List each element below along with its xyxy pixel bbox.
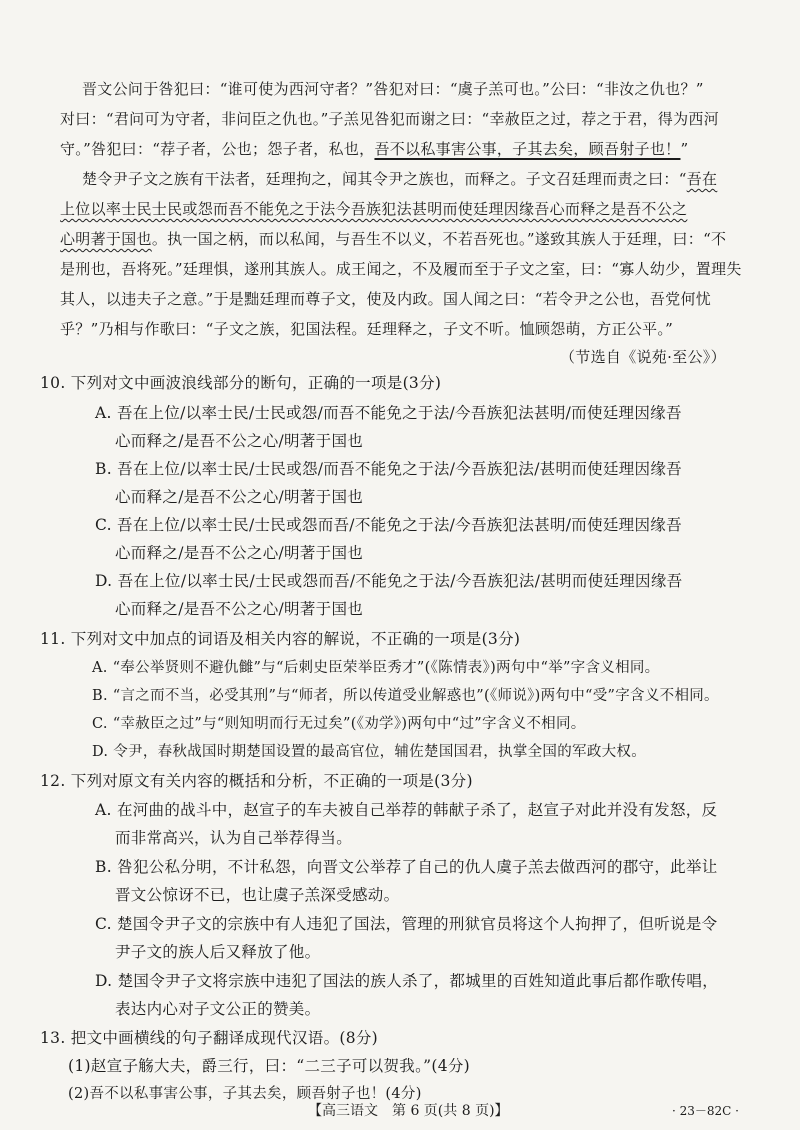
passage-text: 守。”咎犯曰：“荐子者，公也；怨子者，私也， — [60, 140, 375, 158]
q11-option-b: B. “言之而不当，必受其刑”与“师者，所以传道受业解惑也”(《师说》)两句中“受”字含义不相同。 — [92, 688, 719, 704]
q10-option-c-cont: 心而释之/是吾不公之心/明著于国也 — [115, 544, 364, 562]
passage-source: （节选自《说苑·至公》） — [560, 348, 726, 366]
q10-stem: 10. 下列对文中画波浪线部分的断句，正确的一项是(3分) — [40, 374, 442, 392]
passage-p1-line1: 晋文公问于咎犯曰：“谁可使为西河守者？”咎犯对曰：“虞子羔可也。”公曰：“非汝之仇也？” — [82, 80, 704, 98]
q12-stem: 12. 下列对原文有关内容的概括和分析，不正确的一项是(3分) — [40, 772, 473, 790]
q13-sentence-1: (1)赵宣子觞大夫，爵三行，曰：“二三子可以贺我。”(4分) — [68, 1057, 471, 1075]
passage-p2-line3 — [60, 228, 726, 250]
q10-option-b-cont: 心而释之/是吾不公之心/明著于国也 — [115, 488, 364, 506]
q12-option-a-cont: 而非常高兴，认为自己举荐得当。 — [115, 829, 353, 847]
passage-p2-line4: 是刑也，吾将死。”廷理惧，遂刑其族人。成王闻之，不及履而至于子文之室，曰：“寡人幼少，置理失 — [60, 260, 742, 278]
passage-p1-line2: 对曰：“君问可为守者，非问臣之仇也。”子羔见咎犯而谢之曰：“幸赦臣之过，荐之于君，得为西河 — [60, 110, 720, 128]
q12-option-c-cont: 尹子文的族人后又释放了他。 — [115, 943, 321, 961]
q12-option-c: C. 楚国令尹子文的宗族中有人违犯了国法，管理的刑狱官员将这个人拘押了，但听说是令 — [95, 915, 718, 933]
q10-option-c: C. 吾在上位/以率士民/士民或怨而吾/不能免之于法/今吾族犯法甚明/而使廷理因缘吾 — [95, 516, 682, 534]
exam-code: · 23－82C · — [672, 1104, 739, 1118]
passage-text: 楚令尹子文之族有干法者，廷理拘之，闻其令尹之族也，而释之。子文召廷理而责之曰：“ — [82, 170, 687, 188]
q12-option-d-cont: 表达内心对子文公正的赞美。 — [115, 1000, 321, 1018]
passage-p1-line3 — [60, 138, 688, 160]
q11-option-c: C. “幸赦臣之过”与“则知明而行无过矣”(《劝学》)两句中“过”字含义不相同。 — [92, 716, 586, 732]
wavy-underlined-line: 上位以率士民士民或怨而吾不能免之于法今吾族犯法甚明而使廷理因缘吾心而释之是吾不公之 — [60, 200, 688, 218]
wavy-underlined-text: 心明著于国也 — [60, 230, 152, 248]
q10-option-d-cont: 心而释之/是吾不公之心/明著于国也 — [115, 600, 364, 618]
q12-option-b-cont: 晋文公惊讶不已，也让虞子羔深受感动。 — [115, 886, 400, 904]
passage-p2-line5: 其人，以违夫子之意。”于是黜廷理而尊子文，使及内政。国人闻之曰：“若令尹之公也，吾党何忧 — [60, 290, 712, 308]
q12-option-b: B. 咎犯公私分明，不计私怨，向晋文公举荐了自己的仇人虞子羔去做西河的郡守，此举让 — [95, 858, 718, 876]
q13-stem: 13. 把文中画横线的句子翻译成现代汉语。(8分) — [40, 1029, 379, 1047]
q10-option-a: A. 吾在上位/以率士民/士民或怨/而吾不能免之于法/今吾族犯法甚明/而使廷理因缘吾 — [95, 404, 682, 422]
q10-option-d: D. 吾在上位/以率士民/士民或怨而吾/不能免之于法/今吾族犯法/甚明而使廷理因缘吾 — [95, 572, 683, 590]
q12-option-a: A. 在河曲的战斗中，赵宣子的车夫被自己举荐的韩献子杀了，赵宣子对此并没有发怒，反 — [95, 801, 718, 819]
q11-option-a: A. “奉公举贤则不避仇雠”与“后刺史臣荣举臣秀才”(《陈情表》)两句中“举”字含义相同。 — [92, 660, 660, 676]
q13-sentence-2: (2)吾不以私事害公事，子其去矣，顾吾射子也！(4分) — [68, 1086, 422, 1102]
wavy-underlined-text: 吾在 — [686, 170, 718, 188]
page-footer: 【高三语文 第 6 页(共 8 页)】 — [308, 1103, 509, 1119]
q10-option-a-cont: 心而释之/是吾不公之心/明著于国也 — [115, 432, 364, 450]
underlined-sentence: 吾不以私事害公事，子其去矣，顾吾射子也！ — [374, 140, 681, 158]
q12-option-d: D. 楚国令尹子文将宗族中违犯了国法的族人杀了，都城里的百姓知道此事后都作歌传唱， — [95, 972, 719, 990]
q11-stem: 11. 下列对文中加点的词语及相关内容的解说，不正确的一项是(3分) — [40, 630, 521, 648]
passage-p2-line6: 乎？”乃相与作歌曰：“子文之族，犯国法程。廷理释之，子文不听。恤顾怨萌，方正公平。” — [60, 320, 674, 338]
q10-option-b: B. 吾在上位/以率士民/士民或怨/而吾不能免之于法/今吾族犯法/甚明而使廷理因缘吾 — [95, 460, 682, 478]
q11-option-d: D. 令尹，春秋战国时期楚国设置的最高官位，辅佐楚国国君，执掌全国的军政大权。 — [92, 744, 647, 760]
passage-text: ” — [680, 140, 689, 158]
passage-p2-line1 — [82, 168, 717, 190]
passage-text: 。执一国之柄，而以私闻，与吾生不以义，不若吾死也。”遂致其族人于廷理，曰：“不 — [151, 230, 727, 248]
